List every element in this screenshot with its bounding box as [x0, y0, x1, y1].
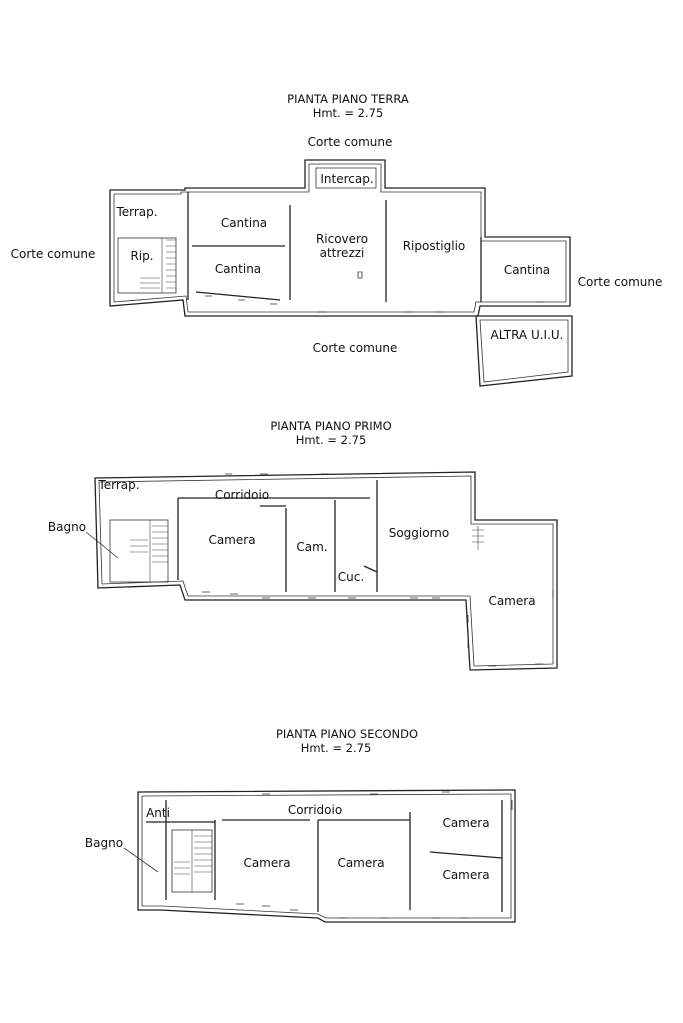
camera-label-2: Camera [243, 856, 291, 870]
camera-label-2: Camera [488, 594, 536, 608]
rip-label: Rip. [130, 249, 154, 263]
corridoio-label: Corridoio [214, 488, 270, 502]
second-floor-plan [85, 727, 515, 922]
cuc-label: Cuc. [337, 570, 365, 584]
altra-uiu-label: ALTRA U.I.U. [490, 328, 564, 342]
bagno-label: Bagno [84, 836, 124, 850]
second-floor-height: Hmt. = 2.75 [300, 741, 372, 755]
ricovero-label: Ricovero [315, 232, 369, 246]
corte-comune-bottom-label: Corte comune [312, 341, 398, 355]
corte-comune-left-label: Corte comune [10, 247, 96, 261]
bagno-label: Bagno [47, 520, 87, 534]
altra-uiu-block [476, 316, 572, 386]
ground-floor-plan [11, 92, 663, 386]
anti-label: Anti [146, 806, 170, 820]
camera-label-1: Camera [442, 816, 490, 830]
ripostiglio-label: Ripostiglio [402, 239, 466, 253]
first-floor-height: Hmt. = 2.75 [295, 433, 367, 447]
attrezzi-label: attrezzi [319, 246, 365, 260]
terrap-label: Terrap. [98, 478, 140, 492]
camera-label-3: Camera [337, 856, 385, 870]
bagno-leader-line [124, 848, 158, 872]
bagno-leader-line [86, 532, 118, 558]
terrap-label: Terrap. [116, 205, 158, 219]
cam-label: Cam. [296, 540, 328, 554]
camera-label-1: Camera [208, 533, 256, 547]
second-floor-title: PIANTA PIANO SECONDO [275, 727, 419, 741]
first-floor-plan [48, 419, 557, 670]
ground-floor-title: PIANTA PIANO TERRA [287, 92, 409, 106]
ground-floor-height: Hmt. = 2.75 [312, 106, 384, 120]
cantina-label-2: Cantina [214, 262, 262, 276]
corte-comune-right-label: Corte comune [577, 275, 663, 289]
ground-floor-stairs [118, 238, 176, 293]
corridoio-label: Corridoio [287, 803, 343, 817]
soggiorno-label: Soggiorno [388, 526, 450, 540]
second-floor-stairs [172, 830, 212, 892]
intercap-label: Intercap. [320, 172, 374, 186]
first-floor-outer-wall [95, 472, 557, 670]
corte-comune-top-label: Corte comune [307, 135, 393, 149]
cantina-label-1: Cantina [220, 216, 268, 230]
cantina-label-3: Cantina [503, 263, 551, 277]
first-floor-title: PIANTA PIANO PRIMO [270, 419, 392, 433]
camera-label-4: Camera [442, 868, 490, 882]
first-floor-stairs [110, 520, 168, 582]
